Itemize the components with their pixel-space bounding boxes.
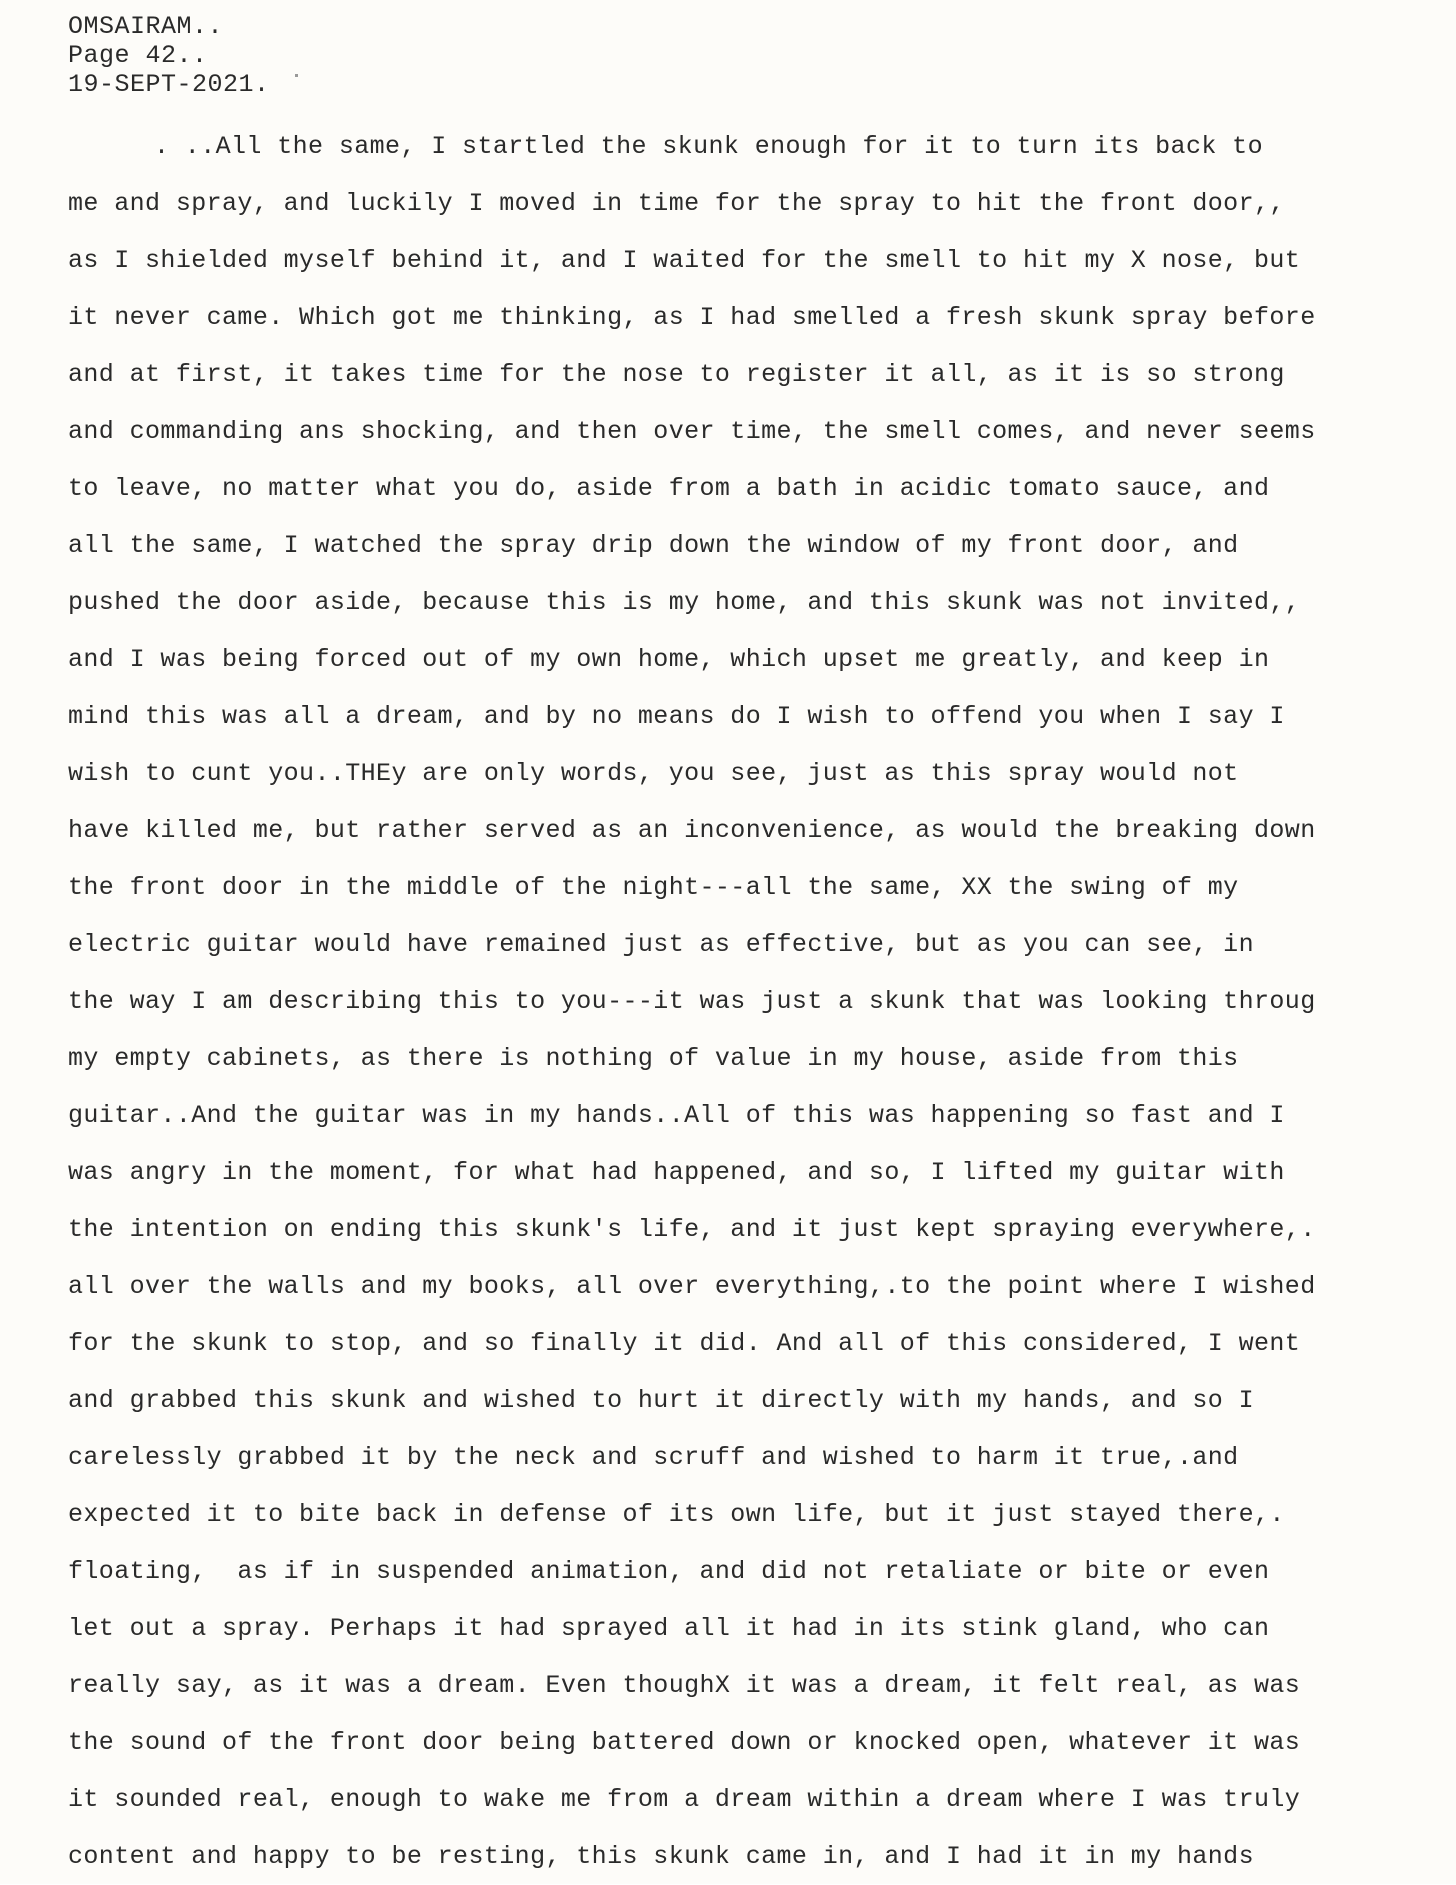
text-line: carelessly grabbed it by the neck and scruff and wished to harm it true,.and — [68, 1443, 1239, 1472]
text-line: content and happy to be resting, this skunk came in, and I had it in my hands — [68, 1842, 1254, 1871]
body-text — [68, 118, 1438, 1885]
text-line: my empty cabinets, as there is nothing of value in my house, aside from this — [68, 1044, 1239, 1073]
text-line: pushed the door aside, because this is my home, and this skunk was not invited,, — [68, 588, 1301, 617]
paper-mark — [295, 74, 298, 77]
text-line: floating, as if in suspended animation, and did not retaliate or bite or even — [68, 1557, 1270, 1586]
header-title: OMSAIRAM.. — [68, 12, 224, 41]
text-line: guitar..And the guitar was in my hands..All of this was happening so fast and I — [68, 1101, 1285, 1130]
text-line: and I was being forced out of my own home, which upset me greatly, and keep in — [68, 645, 1270, 674]
text-line: was angry in the moment, for what had happened, and so, I lifted my guitar with — [68, 1158, 1285, 1187]
text-line: the way I am describing this to you---it was just a skunk that was looking throug — [68, 987, 1316, 1016]
text-line: expected it to bite back in defense of its own life, but it just stayed there,. — [68, 1500, 1285, 1529]
text-line: really say, as it was a dream. Even thoughX it was a dream, it felt real, as was — [68, 1671, 1301, 1700]
text-line: me and spray, and luckily I moved in time for the spray to hit the front door,, — [68, 189, 1285, 218]
text-line: and at first, it takes time for the nose to register it all, as it is so strong — [68, 360, 1285, 389]
text-line: and commanding ans shocking, and then over time, the smell comes, and never seems — [68, 417, 1316, 446]
text-line: and grabbed this skunk and wished to hurt it directly with my hands, and so I — [68, 1386, 1254, 1415]
text-line: it sounded real, enough to wake me from a dream within a dream where I was truly — [68, 1785, 1301, 1814]
text-line: electric guitar would have remained just as effective, but as you can see, in — [68, 930, 1254, 959]
text-line: as I shielded myself behind it, and I waited for the smell to hit my X nose, but — [68, 246, 1301, 275]
text-line: the front door in the middle of the night---all the same, XX the swing of my — [68, 873, 1239, 902]
text-line: all the same, I watched the spray drip down the window of my front door, and — [68, 531, 1239, 560]
text-line: mind this was all a dream, and by no means do I wish to offend you when I say I — [68, 702, 1285, 731]
text-line: the sound of the front door being battered down or knocked open, whatever it was — [68, 1728, 1301, 1757]
text-line: it never came. Which got me thinking, as I had smelled a fresh skunk spray before — [68, 303, 1316, 332]
text-line: . ..All the same, I startled the skunk enough for it to turn its back to — [154, 132, 1263, 161]
page-header — [68, 12, 270, 99]
text-line: have killed me, but rather served as an inconvenience, as would the breaking down — [68, 816, 1316, 845]
header-page-number: Page 42.. — [68, 41, 208, 70]
text-line: to leave, no matter what you do, aside from a bath in acidic tomato sauce, and — [68, 474, 1270, 503]
text-line: wish to cunt you..THEy are only words, you see, just as this spray would not — [68, 759, 1239, 788]
text-line: all over the walls and my books, all over everything,.to the point where I wished — [68, 1272, 1316, 1301]
header-date: 19-SEPT-2021. — [68, 70, 270, 99]
text-line: the intention on ending this skunk's life, and it just kept spraying everywhere,. — [68, 1215, 1316, 1244]
text-line: let out a spray. Perhaps it had sprayed all it had in its stink gland, who can — [68, 1614, 1270, 1643]
text-line: for the skunk to stop, and so finally it did. And all of this considered, I went — [68, 1329, 1301, 1358]
